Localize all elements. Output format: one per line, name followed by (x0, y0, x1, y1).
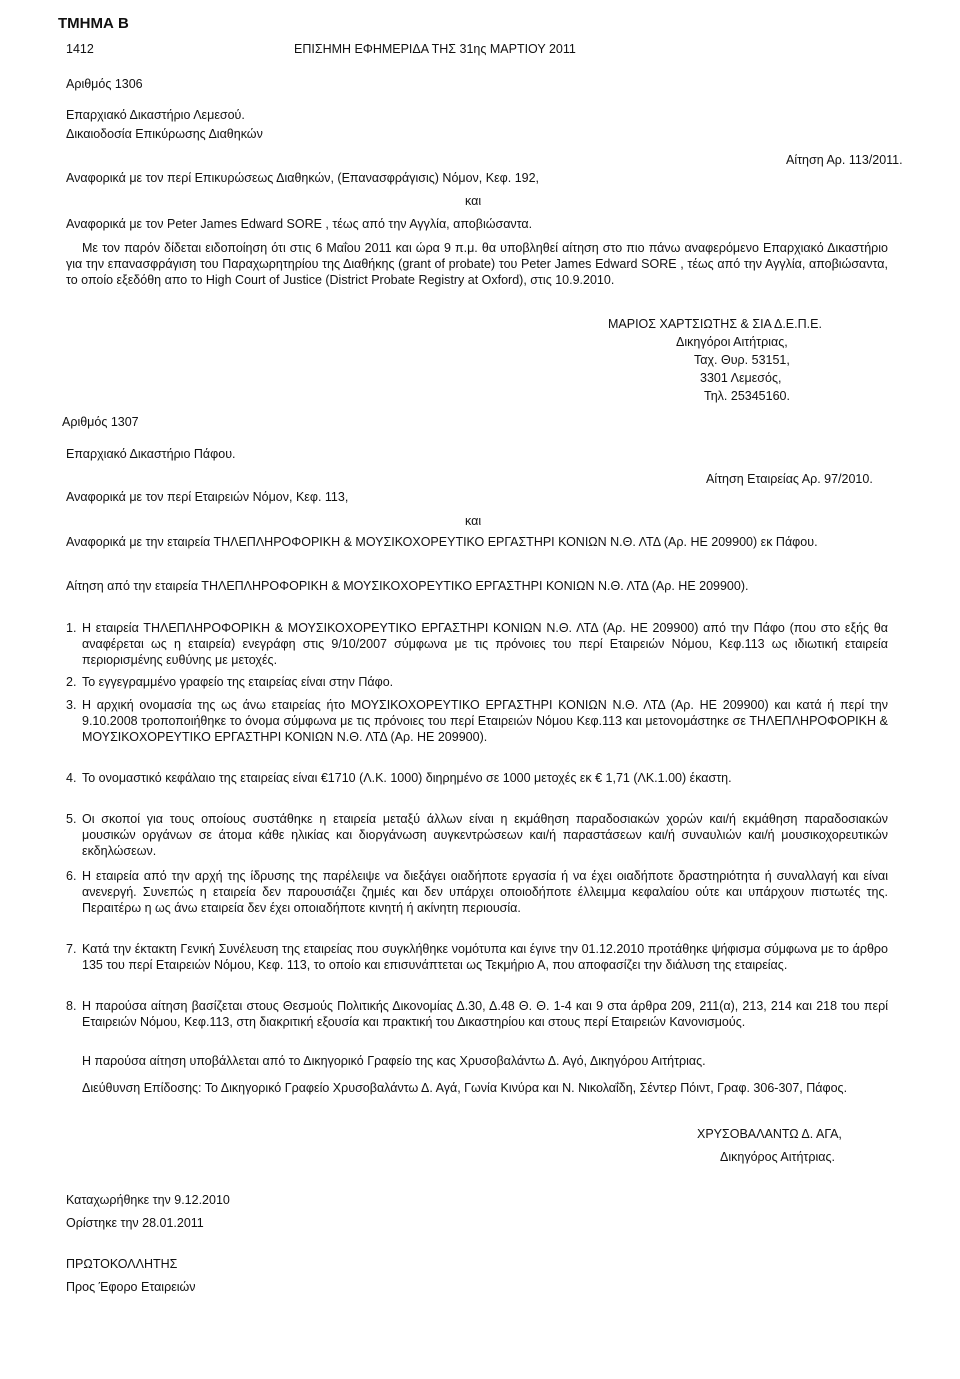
notice-1306-number: Αριθμός 1306 (66, 77, 143, 91)
list-item-text: Οι σκοποί για τους οποίους συστάθηκε η εταιρεία μεταξύ άλλων είναι η εκμάθηση παραδοσιακών χορών και/ή εκμάθηση παραδοσιακών μουσικών οργάνων σε άτομα κάθε ηλικίας και διοργάνωση αυγκεντρώσεων και/ή παραστάσεων και/ή συναυλιών και/ή μουσικοχορευτικών εκδηλώσεων. (82, 812, 888, 858)
list-item (66, 998, 888, 1030)
list-item-number: 1. (66, 621, 77, 635)
list-item-text: Το εγγεγραμμένο γραφείο της εταιρείας είναι στην Πάφο. (82, 675, 394, 689)
signature-name: ΧΡΥΣΟΒΑΛΑΝΤΩ Δ. ΑΓΑ, (697, 1127, 842, 1141)
notice-1307-court: Επαρχιακό Δικαστήριο Πάφου. (66, 447, 236, 461)
notice-1307-ref-company: Αναφορικά με την εταιρεία ΤΗΛΕΠΛΗΡΟΦΟΡΙΚΗ & ΜΟΥΣΙΚΟΧΟΡΕΥΤΙΚΟ ΕΡΓΑΣΤΗΡΙ ΚΟΝΙΩΝ Ν.Θ. ΛΤΔ (Αρ. ΗΕ 209900) εκ Πάφου. (66, 535, 818, 549)
list-item-text: Κατά την έκτακτη Γενική Συνέλευση της εταιρείας που συγκλήθηκε νομότυπα και έγινε την 01.12.2010 προτάθηκε ψήφισμα σύμφωνα με το άρθρο 135 του περί Εταιρειών Νόμου, Κεφ. 113, το οποίο και επισυνάπτεται ως Τεκμήριο Α, που αποφασίζει την διάλυση της εταιρείας. (82, 942, 888, 972)
list-item-number: 3. (66, 698, 77, 712)
list-item-number: 2. (66, 675, 77, 689)
notice-1307-number: Αριθμός 1307 (62, 415, 139, 429)
firm-city: 3301 Λεμεσός, (700, 371, 782, 385)
filed-by: Η παρούσα αίτηση υποβάλλεται από το Δικηγορικό Γραφείο της κας Χρυσοβαλάντω Δ. Αγό, Δικηγόρου Αιτήτριας. (82, 1054, 706, 1068)
registrar: ΠΡΩΤΟΚΟΛΛΗΤΗΣ (66, 1257, 178, 1271)
service-address: Διεύθυνση Επίδοσης: Το Δικηγορικό Γραφείο Χρυσοβαλάντω Δ. Αγά, Γωνία Κινύρα και Ν. Νικολαΐδη, Σέντερ Πόιντ, Γραφ. 306-307, Πάφος. (82, 1081, 848, 1095)
list-item (66, 770, 888, 786)
list-item-number: 6. (66, 869, 77, 883)
page-number: 1412 (66, 42, 94, 56)
signature-role: Δικηγόρος Αιτήτριας. (720, 1150, 835, 1164)
list-item-text: Η εταιρεία από την αρχή της ίδρυσης της παρέλειψε να διεξάγει οιαδήποτε εργασία ή να έχει οιαδήποτε δραστηριότητα ή συναλλαγή και είναι ανενεργή. Συνεπώς η εταιρεία δεν παρουσιάζει ζημιές και δεν υπάρχει οποιοδήποτε έλλειμμα κεφαλαίου ούτε και υπάρχουν πιστωτές της. Περαιτέρω η ως άνω εταιρεία δεν έχει οποιαδήποτε κινητή ή ακίνητη περιουσία. (82, 869, 888, 915)
firm-name: ΜΑΡΙΟΣ ΧΑΡΤΣΙΩΤΗΣ & ΣΙΑ Δ.Ε.Π.Ε. (608, 317, 822, 331)
list-item (66, 868, 888, 916)
gazette-title: ΕΠΙΣΗΜΗ ΕΦΗΜΕΡΙΔΑ ΤΗΣ 31ης ΜΑΡΤΙΟΥ 2011 (294, 42, 576, 56)
notice-1306-ref-person: Αναφορικά με τον Peter James Edward SORE , τέως από την Αγγλία, αποβιώσαντα. (66, 217, 533, 231)
list-item (66, 620, 888, 668)
section-title: ΤΜΗΜΑ Β (58, 15, 129, 32)
list-item (66, 697, 888, 745)
list-item-number: 8. (66, 999, 77, 1013)
to-registrar: Προς Έφορο Εταιρειών (66, 1280, 196, 1294)
notice-1307-and: και (465, 514, 482, 528)
notice-1307-application-no: Αίτηση Εταιρείας Αρ. 97/2010. (706, 472, 873, 486)
firm-phone: Τηλ. 25345160. (704, 389, 790, 403)
notice-1306-and: και (465, 194, 482, 208)
firm-role: Δικηγόροι Αιτήτριας, (676, 335, 788, 349)
notice-1306-ref-law: Αναφορικά με τον περί Επικυρώσεως Διαθηκών, (Επανασφράγισις) Νόμον, Κεφ. 192, (66, 171, 540, 185)
list-item (66, 941, 888, 973)
notice-1306-court: Επαρχιακό Δικαστήριο Λεμεσού. (66, 108, 245, 122)
notice-1306-application-no: Αίτηση Αρ. 113/2011. (786, 153, 903, 167)
notice-1307-ref-law: Αναφορικά με τον περί Εταιρειών Νόμον, Κεφ. 113, (66, 490, 349, 504)
list-item (66, 811, 888, 859)
list-item-number: 4. (66, 771, 77, 785)
list-item (66, 674, 888, 690)
firm-pobox: Ταχ. Θυρ. 53151, (694, 353, 790, 367)
list-item-text: Η εταιρεία ΤΗΛΕΠΛΗΡΟΦΟΡΙΚΗ & ΜΟΥΣΙΚΟΧΟΡΕΥΤΙΚΟ ΕΡΓΑΣΤΗΡΙ ΚΟΝΙΩΝ Ν.Θ. ΛΤΔ (Αρ. ΗΕ 209900) από την Πάφο (που στο εξής θα αναφέρεται ως η εταιρεία) ενεγράφη στις 9/10/2007 σύμφωνα με τις πρόνοιες του περί Εταιρειών Νόμου, Κεφ.113 ως ιδιωτική εταιρεία περιορισμένης ευθύνης με μετοχές. (82, 621, 888, 667)
list-item-text: Η αρχική ονομασία της ως άνω εταιρείας ήτο ΜΟΥΣΙΚΟΧΟΡΕΥΤΙΚΟ ΕΡΓΑΣΤΗΡΙ ΚΟΝΙΩΝ Ν.Θ. ΛΤΔ (Αρ. ΗΕ 209900) και κατά ή περί την 9.10.2008 τροποποιήθηκε το όνομα σύμφωνα με τις πρόνοιες του περί Εταιρειών Νόμου Κεφ.113 και μετονομάστηκε σε ΤΗΛΕΠΛΗΡΟΦΟΡΙΚΗ & ΜΟΥΣΙΚΟΧΟΡΕΥΤΙΚΟ ΕΡΓΑΣΤΗΡΙ ΚΟΝΙΩΝ Ν.Θ. ΛΤΔ (Αρ. ΗΕ 209900). (82, 698, 888, 744)
notice-1306-division: Δικαιοδοσία Επικύρωσης Διαθηκών (66, 127, 263, 141)
list-item-text: Το ονομαστικό κεφάλαιο της εταιρείας είναι €1710 (Λ.Κ. 1000) διηρημένο σε 1000 μετοχές εκ € 1,71 (ΛΚ.1.00) έκαστη. (82, 771, 732, 785)
list-item-text: Η παρούσα αίτηση βασίζεται στους Θεσμούς Πολιτικής Δικονομίας Δ.30, Δ.48 Θ. Θ. 1-4 και 9 στα άρθρα 209, 211(α), 213, 214 και 218 του περί Εταιρειών Νόμου, Κεφ.113, στη διακριτική εξουσία και πρακτική του Δικαστηρίου και στους περί Εταιρειών Κανονισμούς. (82, 999, 888, 1029)
registered-date: Καταχωρήθηκε την 9.12.2010 (66, 1193, 230, 1207)
list-item-number: 5. (66, 812, 77, 826)
notice-1306-body: Με τον παρόν δίδεται ειδοποίηση ότι στις 6 Μαΐου 2011 και ώρα 9 π.μ. θα υποβληθεί αίτηση στο πιο πάνω αναφερόμενο Επαρχιακό Δικαστήριο για την επανασφράγιση του Παραχωρητηρίου της Διαθήκης (grant of probate) του Peter James Edward SORE , τέως από την Αγγλία, αποβιώσαντα, το οποίο εξεδόθη απο το High Court of Justice (District Probate Registry at Oxford), στις 10.9.2010. (66, 241, 888, 287)
list-item-number: 7. (66, 942, 77, 956)
hearing-date: Ορίστηκε την 28.01.2011 (66, 1216, 204, 1230)
notice-1307-application: Αίτηση από την εταιρεία ΤΗΛΕΠΛΗΡΟΦΟΡΙΚΗ & ΜΟΥΣΙΚΟΧΟΡΕΥΤΙΚΟ ΕΡΓΑΣΤΗΡΙ ΚΟΝΙΩΝ Ν.Θ. ΛΤΔ (Αρ. ΗΕ 209900). (66, 579, 749, 593)
